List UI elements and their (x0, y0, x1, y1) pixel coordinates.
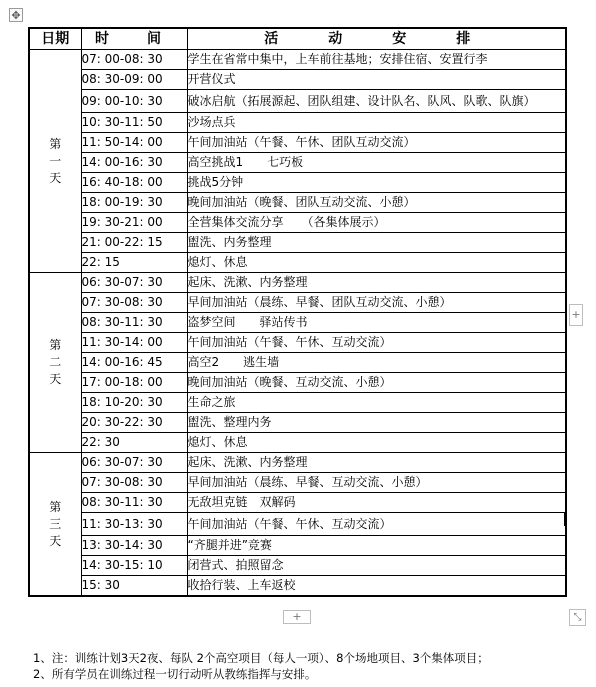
table-move-handle-icon[interactable]: ✥ (9, 8, 23, 22)
table-row (29, 133, 566, 153)
table-row (29, 233, 566, 253)
time-cell: 08: 30-11: 30 (81, 313, 187, 333)
activity-cell: 晚间加油站（晚餐、团队互动交流、小憩） (187, 193, 566, 213)
table-row (29, 556, 566, 576)
time-cell: 06: 30-07: 30 (81, 273, 187, 293)
time-cell: 19: 30-21: 00 (81, 213, 187, 233)
day-label-cell (29, 273, 81, 453)
table-row (29, 413, 566, 433)
table-row (29, 473, 566, 493)
table-row (29, 373, 566, 393)
day-label-char: 第 (49, 499, 62, 514)
activity-cell: 沙场点兵 (187, 113, 566, 133)
table-row (29, 333, 566, 353)
day-label-char: 天 (49, 372, 62, 386)
activity-cell: 开营仪式 (187, 70, 566, 90)
time-cell: 07: 30-08: 30 (81, 473, 187, 493)
table-row (29, 253, 566, 273)
note-line-1: 1、注：训练计划3天2夜、每队 2个高空项目（每人一项）、8个场地项目、3个集体项目； (33, 651, 489, 665)
table-resize-icon[interactable]: ⤡ (569, 609, 586, 626)
header-date: 日期 (29, 28, 81, 50)
activity-cell: 晚间加油站（晚餐、互动交流、小憩） (187, 373, 566, 393)
time-cell: 11: 50-14: 00 (81, 133, 187, 153)
table-row (29, 493, 566, 513)
time-cell: 08: 30-11: 30 (81, 493, 187, 513)
activity-cell: 挑战5分钟 (187, 173, 566, 193)
time-cell: 13: 30-14: 30 (81, 536, 187, 556)
day-label-char: 三 (49, 516, 62, 531)
schedule-table (28, 27, 567, 597)
activity-cell: 高空2 逃生墙 (187, 353, 566, 373)
table-row (29, 173, 566, 193)
time-cell: 14: 00-16: 30 (81, 153, 187, 173)
table-row (29, 50, 566, 70)
add-row-plus-icon[interactable]: + (283, 610, 311, 624)
table-row (29, 193, 566, 213)
add-column-plus-icon[interactable]: + (569, 304, 583, 326)
activity-cell: 全营集体交流分享 （各集体展示） (187, 213, 566, 233)
day-label-char: 天 (49, 170, 62, 185)
day-label-char: 二 (49, 355, 62, 369)
table-row (29, 393, 566, 413)
header-activity: 活 动 安 排 (187, 28, 566, 50)
time-cell: 07: 00-08: 30 (81, 50, 187, 70)
table-row (29, 70, 566, 90)
activity-cell: 破冰启航（拓展源起、团队组建、设计队名、队风、队歌、队旗） (187, 90, 566, 113)
day-label-char: 第 (49, 136, 62, 151)
table-row (29, 153, 566, 173)
row-insertion-marker (564, 512, 567, 526)
activity-cell: 早间加油站（晨练、早餐、互动交流、小憩） (187, 473, 566, 493)
time-cell: 07: 30-08: 30 (81, 293, 187, 313)
time-cell: 21: 00-22: 15 (81, 233, 187, 253)
table-row (29, 113, 566, 133)
day-label-char: 第 (49, 338, 62, 352)
time-cell: 11: 30-13: 30 (81, 513, 187, 536)
day-label-cell (29, 50, 81, 273)
activity-cell: 午间加油站（午餐、午休、团队互动交流） (187, 133, 566, 153)
time-cell: 11: 30-14: 00 (81, 333, 187, 353)
day-label-cell (29, 453, 81, 597)
time-cell: 17: 00-18: 00 (81, 373, 187, 393)
day-label-char: 天 (49, 533, 62, 548)
activity-cell: 盥洗、整理内务 (187, 413, 566, 433)
time-cell: 10: 30-11: 50 (81, 113, 187, 133)
activity-cell: 生命之旅 (187, 393, 566, 413)
table-row (29, 453, 566, 473)
activity-cell: 盥洗、内务整理 (187, 233, 566, 253)
activity-cell: 学生在省常中集中，上车前往基地；安排住宿、安置行李 (187, 50, 566, 70)
time-cell: 16: 40-18: 00 (81, 173, 187, 193)
time-cell: 14: 30-15: 10 (81, 556, 187, 576)
activity-cell: 午间加油站（午餐、午休、互动交流） (187, 333, 566, 353)
activity-cell: 高空挑战1 七巧板 (187, 153, 566, 173)
time-cell: 20: 30-22: 30 (81, 413, 187, 433)
time-cell: 18: 10-20: 30 (81, 393, 187, 413)
time-cell: 18: 00-19: 30 (81, 193, 187, 213)
activity-cell: 熄灯、休息 (187, 253, 566, 273)
table-row (29, 353, 566, 373)
activity-cell: 熄灯、休息 (187, 433, 566, 453)
note-line-2: 2、所有学员在训练过程一切行动听从教练指挥与安排。 (33, 667, 317, 681)
day-label-char: 一 (49, 153, 62, 168)
table-row (29, 293, 566, 313)
table-row (29, 313, 566, 333)
activity-cell: 无敌坦克链 双解码 (187, 493, 566, 513)
time-cell: 06: 30-07: 30 (81, 453, 187, 473)
table-row (29, 576, 566, 597)
time-cell: 09: 00-10: 30 (81, 90, 187, 113)
table-row (29, 433, 566, 453)
activity-cell: 收拾行装、上车返校 (187, 576, 566, 597)
table-row (29, 90, 566, 113)
schedule-body (29, 50, 566, 597)
time-cell: 08: 30-09: 00 (81, 70, 187, 90)
table-header-row (29, 28, 566, 50)
time-cell: 22: 30 (81, 433, 187, 453)
table-row (29, 536, 566, 556)
table-row (29, 513, 566, 536)
header-time: 时 间 (81, 28, 187, 50)
activity-cell: 起床、洗漱、内务整理 (187, 273, 566, 293)
notes-section (33, 650, 489, 682)
activity-cell: 早间加油站（晨练、早餐、团队互动交流、小憩） (187, 293, 566, 313)
activity-cell: 午间加油站（午餐、午休、互动交流） (187, 513, 566, 536)
activity-cell: 闭营式、拍照留念 (187, 556, 566, 576)
activity-cell: 起床、洗漱、内务整理 (187, 453, 566, 473)
table-row (29, 273, 566, 293)
table-row (29, 213, 566, 233)
time-cell: 15: 30 (81, 576, 187, 597)
time-cell: 14: 00-16: 45 (81, 353, 187, 373)
time-cell: 22: 15 (81, 253, 187, 273)
activity-cell: “齐腿并进”竞赛 (187, 536, 566, 556)
activity-cell: 盗梦空间 驿站传书 (187, 313, 566, 333)
